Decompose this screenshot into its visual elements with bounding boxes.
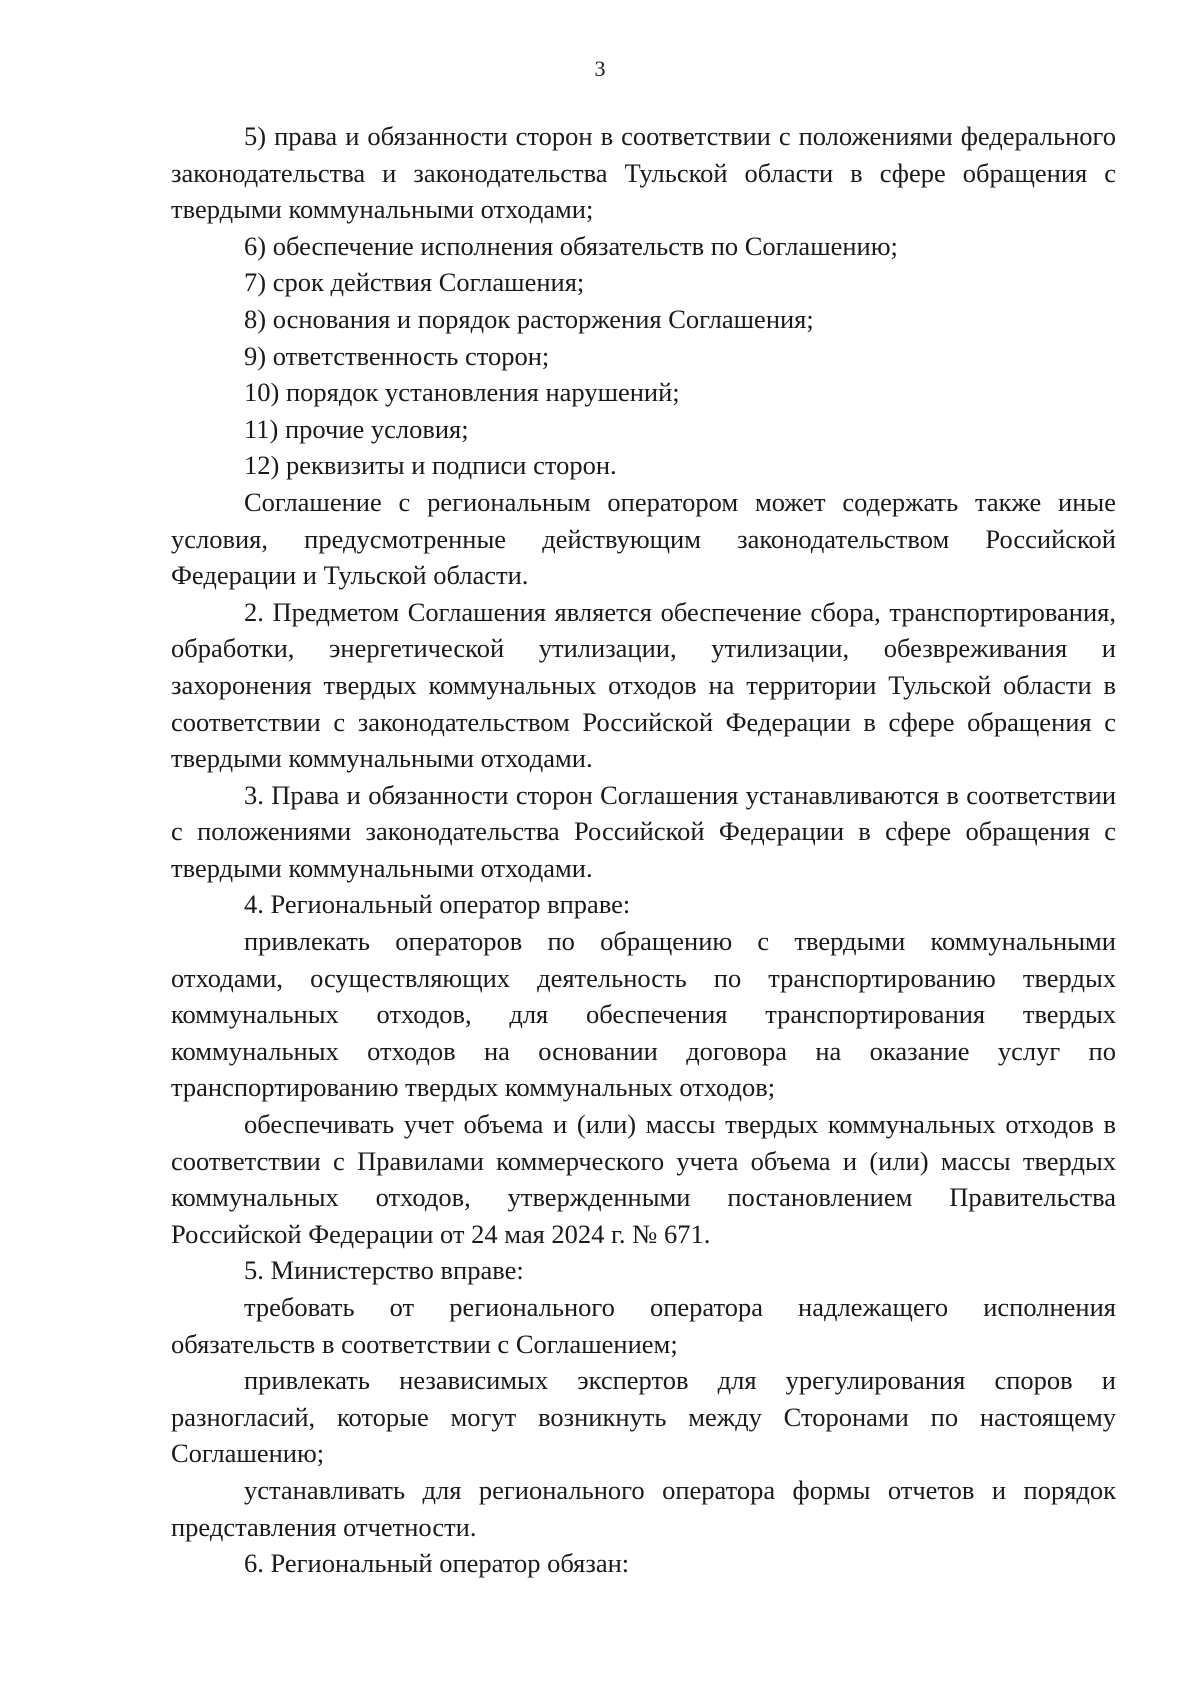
paragraph-section-5-item-1: требовать от регионального оператора надлежащего исполнения обязательств в соответствии с Соглашением;: [171, 1292, 1116, 1359]
paragraph-section-5-item-2: привлекать независимых экспертов для урегулирования споров и разногласий, которые могут возникнуть между Сторонами по настоящему Соглашению;: [171, 1365, 1116, 1469]
paragraph-item-8: 8) основания и порядок расторжения Соглашения;: [244, 303, 814, 334]
paragraph-section-4-item-2: обеспечивать учет объема и (или) массы твердых коммунальных отходов в соответствии с Правилами коммерческого учета объема и (или) массы твердых коммунальных отходов, утвержденными постановлением Правительства Российской Федерации от 24 мая 2024 г. № 671.: [171, 1109, 1116, 1249]
paragraph-additional-conditions: Соглашение с региональным оператором может содержать также иные условия, предусмотренные действующим законодательством Российской Федерации и Тульской области.: [171, 486, 1116, 591]
paragraph-section-6-heading: 6. Региональный оператор обязан:: [244, 1548, 630, 1579]
paragraph-section-4-heading: 4. Региональный оператор вправе:: [244, 889, 631, 920]
paragraph-section-2: 2. Предметом Соглашения является обеспечение сбора, транспортирования, обработки, энергетической утилизации, утилизации, обезвреживания и захоронения твердых коммунальных отходов на территории Тульской области в соответствии с законодательством Российской Федерации в сфере обращения с твердыми коммунальными отходами.: [171, 596, 1116, 774]
page-number: 3: [594, 56, 606, 81]
paragraph-section-5-heading: 5. Министерство вправе:: [244, 1255, 524, 1286]
paragraph-item-5: 5) права и обязанности сторон в соответствии с положениями федерального законодательства и законодательства Тульской области в сфере обращения с твердыми коммунальными отходами;: [171, 121, 1116, 225]
paragraph-item-10: 10) порядок установления нарушений;: [244, 377, 680, 408]
paragraph-item-6: 6) обеспечение исполнения обязательств по Соглашению;: [244, 230, 898, 261]
paragraph-section-4-item-1: привлекать операторов по обращению с твердыми коммунальными отходами, осуществляющих деятельность по транспортированию твердых коммунальных отходов, для обеспечения транспортирования твердых коммунальных отходов на основании договора на оказание услуг по транспортированию твердых коммунальных отходов;: [171, 926, 1116, 1103]
paragraph-section-5-item-3: устанавливать для регионального оператора формы отчетов и порядок представления отчетности.: [171, 1474, 1116, 1542]
paragraph-item-11: 11) прочие условия;: [244, 413, 469, 444]
document-body: [171, 118, 1116, 1582]
paragraph-item-9: 9) ответственность сторон;: [244, 340, 550, 371]
paragraph-item-7: 7) срок действия Соглашения;: [244, 267, 585, 298]
paragraph-item-12: 12) реквизиты и подписи сторон.: [244, 450, 617, 481]
paragraph-section-3: 3. Права и обязанности сторон Соглашения устанавливаются в соответствии с положениями законодательства Российской Федерации в сфере обращения с твердыми коммунальными отходами.: [171, 779, 1116, 883]
